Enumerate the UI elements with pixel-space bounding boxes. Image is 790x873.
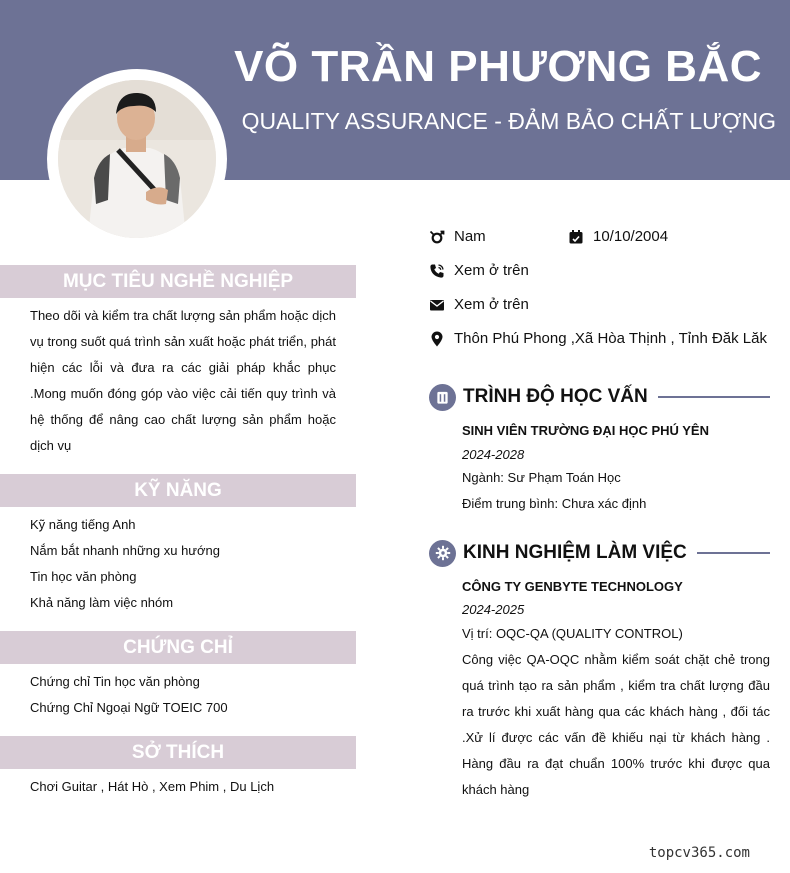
education-major: Ngành: Sư Phạm Toán Học <box>462 470 621 485</box>
experience-section-header <box>429 539 770 567</box>
education-gpa: Điểm trung bình: Chưa xác định <box>462 496 647 511</box>
email-value: Xem ở trên <box>454 296 529 313</box>
phone-row <box>429 262 529 279</box>
section-divider <box>697 552 770 554</box>
phone-icon <box>429 263 445 279</box>
certificate-item: Chứng chỉ Tin học văn phòng <box>30 674 200 689</box>
gender-row <box>429 228 486 245</box>
experience-period: 2024-2025 <box>462 602 525 617</box>
certificate-item: Chứng Chỉ Ngoại Ngữ TOEIC 700 <box>30 700 228 715</box>
address-value: Thôn Phú Phong ,Xã Hòa Thịnh , Tỉnh Đăk Lăk <box>454 330 767 347</box>
gender-icon <box>429 229 445 245</box>
gender-value: Nam <box>454 228 486 245</box>
avatar-photo <box>58 80 216 238</box>
gear-icon <box>429 540 456 567</box>
candidate-name: VÕ TRẦN PHƯƠNG BẮC <box>234 42 762 91</box>
experience-position: Vị trí: OQC-QA (QUALITY CONTROL) <box>462 626 683 641</box>
certificates-heading: CHỨNG CHỈ <box>0 631 356 664</box>
skill-item: Nắm bắt nhanh những xu hướng <box>30 543 220 558</box>
dob-row <box>568 228 668 245</box>
section-divider <box>658 396 770 398</box>
calendar-icon <box>568 229 584 245</box>
email-row <box>429 296 529 313</box>
watermark-text: topcv365.com <box>648 845 750 861</box>
skills-heading: KỸ NĂNG <box>0 474 356 507</box>
experience-description: Công việc QA-OQC nhằm kiểm soát chặt chẻ trong quá trình tạo ra sản phẩm , kiểm tra chất lượng đầu ra trước khi xuất hàng qua các khách hàng , đối tác .Xử lí được các vấn đề khiếu nại từ khách hàng . Hàng đầu ra đạt chuẩn 100% trước khi được qua khách hàng <box>462 652 770 797</box>
candidate-role: QUALITY ASSURANCE - ĐẢM BẢO CHẤT LƯỢNG <box>241 108 776 134</box>
education-school: SINH VIÊN TRƯỜNG ĐẠI HỌC PHÚ YÊN <box>462 423 709 438</box>
book-icon <box>429 384 456 411</box>
education-section-header <box>429 383 770 411</box>
dob-value: 10/10/2004 <box>593 228 669 245</box>
education-period: 2024-2028 <box>462 447 525 462</box>
education-heading: TRÌNH ĐỘ HỌC VẤN <box>463 386 648 407</box>
phone-value: Xem ở trên <box>454 262 529 279</box>
experience-heading: KINH NGHIỆM LÀM VIỆC <box>463 542 687 563</box>
experience-company: CÔNG TY GENBYTE TECHNOLOGY <box>462 579 683 594</box>
skill-item: Tin học văn phòng <box>30 569 137 584</box>
address-row <box>429 330 767 347</box>
objective-heading: MỤC TIÊU NGHỀ NGHIỆP <box>0 265 356 298</box>
skill-item: Khả năng làm việc nhóm <box>30 595 174 610</box>
location-pin-icon <box>429 331 445 347</box>
hobbies-heading: SỞ THÍCH <box>0 736 356 769</box>
skill-item: Kỹ năng tiếng Anh <box>30 517 136 532</box>
hobbies-text: Chơi Guitar , Hát Hò , Xem Phim , Du Lịch <box>30 779 275 794</box>
avatar <box>58 80 216 238</box>
objective-text: Theo dõi và kiểm tra chất lượng sản phẩm hoặc dịch vụ trong suốt quá trình sản xuất hoặc phát triển, phát hiện các lỗi và đưa ra các giải pháp khắc phục .Mong muốn đóng góp vào việc cải tiến quy trình và hệ thống để nâng cao chất lượng sản phẩm hoặc dịch vụ <box>30 308 336 453</box>
envelope-icon <box>429 297 445 313</box>
